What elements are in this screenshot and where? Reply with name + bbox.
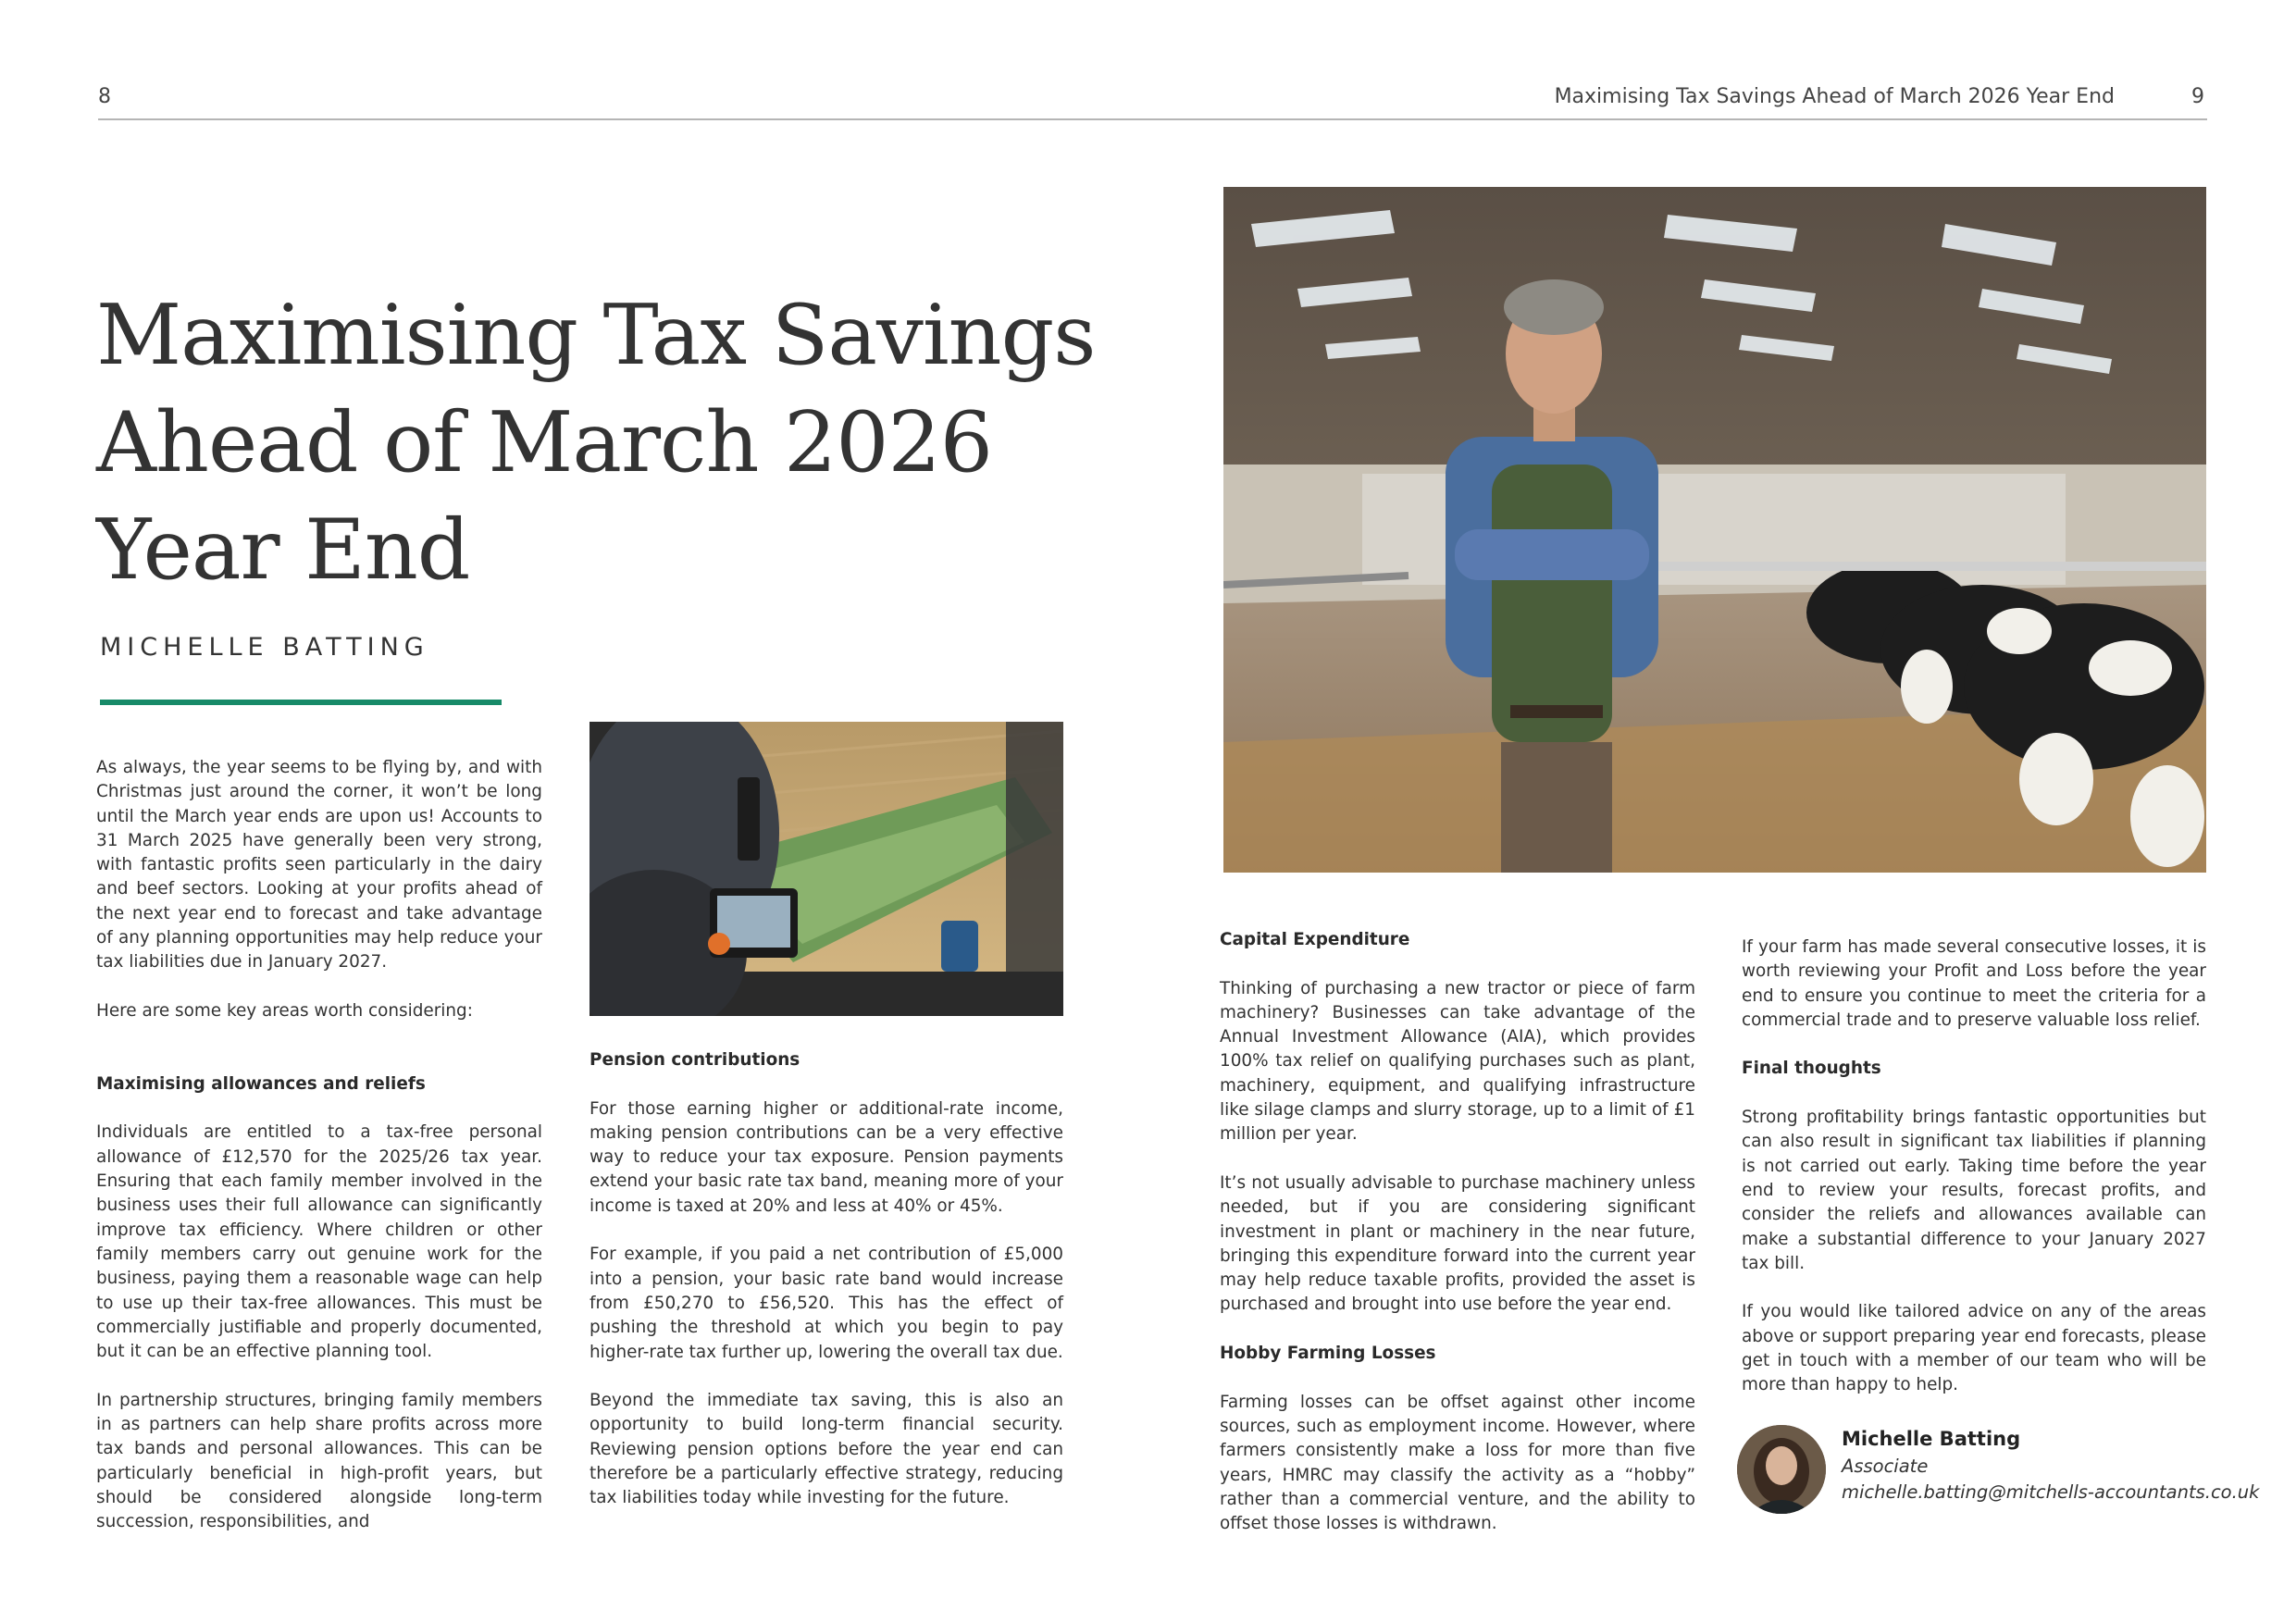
key-areas-intro: Here are some key areas worth considering: — [96, 1000, 473, 1021]
article-column-1 — [96, 756, 542, 1559]
capital-expenditure-paragraph-2: It’s not usually advisable to purchase machinery unless needed, but if you are considering significant investment in plant or machinery in the near future, bringing this expenditure forward into the current year may help reduce taxable profits, provided the asset is purchased and brought into use before the year end. — [1220, 1172, 1695, 1315]
article-column-4 — [1742, 935, 2206, 1422]
pension-paragraph-2: For example, if you paid a net contribution of £5,000 into a pension, your basic rate band would increase from £50,270 to £56,520. This has the effect of pushing the threshold at which you begin to pay higher-rate tax further up, lowering the overall tax due. — [590, 1245, 1063, 1362]
header-rule — [98, 118, 2207, 120]
allowances-heading: Maximising allowances and reliefs — [96, 1073, 426, 1094]
hobby-farming-paragraph: Farming losses can be offset against other income sources, such as employment income. However, where farmers consistently make a loss for more than five years, HMRC may classify the activity as a “hobby” rather than a commercial venture, and the ability to offset those losses is withdrawn. — [1220, 1392, 1695, 1534]
signature-email: michelle.batting@mitchells-accountants.co.uk — [1842, 1481, 2260, 1503]
title-line-2: Ahead of March 2026 — [96, 394, 993, 491]
running-header-title: Maximising Tax Savings Ahead of March 2026 Year End — [1554, 85, 2115, 108]
article-title — [96, 282, 1096, 604]
right-page-number: 9 — [2191, 85, 2204, 108]
capital-expenditure-paragraph-1: Thinking of purchasing a new tractor or piece of farm machinery? Businesses can take advantage of the Annual Investment Allowance (AIA), which provides 100% tax relief on qualifying purchases such as plant, machinery, equipment, and qualifying infrastructure like silage clamps and slurry storage, up to a limit of £1 million per year. — [1220, 978, 1695, 1145]
final-thoughts-paragraph-2: If you would like tailored advice on any of the areas above or support preparing year end forecasts, please get in touch with a member of our team who will be more than happy to help. — [1742, 1302, 2206, 1395]
title-line-3: Year End — [96, 502, 470, 599]
capital-expenditure-heading: Capital Expenditure — [1220, 930, 1410, 949]
pension-paragraph-3: Beyond the immediate tax saving, this is also an opportunity to build long-term financial security. Reviewing pension options before the year end can therefore be a particularly effective strategy, reducing tax liabilities today while investing for the future. — [590, 1391, 1063, 1508]
author-byline: MICHELLE BATTING — [100, 633, 429, 662]
article-column-3 — [1220, 928, 1695, 1561]
final-thoughts-paragraph-1: Strong profitability brings fantastic opportunities but can also result in significant tax liabilities if planning is not carried out early. Taking time before the year end to review your results, forecast profits, and consider the reliefs and allowances available can make a substantial difference to your January 2027 tax bill. — [1742, 1108, 2206, 1273]
signature-role: Associate — [1842, 1456, 1929, 1477]
title-line-1: Maximising Tax Savings — [96, 287, 1096, 384]
article-column-2 — [590, 1048, 1063, 1535]
combine-harvester-photo — [590, 722, 1063, 1016]
author-avatar — [1737, 1425, 1826, 1514]
hobby-farming-heading: Hobby Farming Losses — [1220, 1344, 1436, 1364]
pension-heading: Pension contributions — [590, 1050, 800, 1070]
allowances-paragraph: Individuals are entitled to a tax-free personal allowance of £12,570 for the 2025/26 tax year. Ensuring that each family member involved in the business uses their full allowance can significantly improve tax efficiency. Where children or other family members carry out genuine work for the business, paying them a reasonable wage can help to use up their tax-free allowances. This must be commercially justifiable and properly documented, but it can be an effective planning tool. — [96, 1122, 542, 1362]
pension-paragraph-1: For those earning higher or additional-rate income, making pension contributions can be a very effective way to reduce your tax exposure. Pension payments extend your basic rate tax band, meaning more of your income is taxed at 20% and less at 40% or 45%. — [590, 1098, 1063, 1216]
author-accent-rule — [100, 700, 502, 705]
partnership-paragraph: In partnership structures, bringing family members in as partners can help share profits across more tax bands and personal allowances. This can be particularly beneficial in high-profit years, but should be considered alongside long-term succession, responsibilities, and — [96, 1390, 542, 1532]
final-thoughts-heading: Final thoughts — [1742, 1059, 1881, 1079]
intro-paragraph: As always, the year seems to be flying by, and with Christmas just around the corner, it won’t be long until the March year ends are upon us! Accounts to 31 March 2025 have generally been very strong, with fantastic profits seen particularly in the dairy and beef sectors. Looking at your profits ahead of the next year end to forecast and take advantage of any planning opportunities may help reduce your tax liabilities due in January 2027. — [96, 758, 542, 973]
losses-paragraph: If your farm has made several consecutive losses, it is worth reviewing your Profit and Loss before the year end to ensure you continue to meet the criteria for a commercial trade and to preserve valuable loss relief. — [1742, 937, 2206, 1030]
farmer-barn-photo — [1223, 187, 2206, 873]
signature-name: Michelle Batting — [1842, 1428, 2021, 1450]
left-page-number: 8 — [98, 85, 111, 108]
